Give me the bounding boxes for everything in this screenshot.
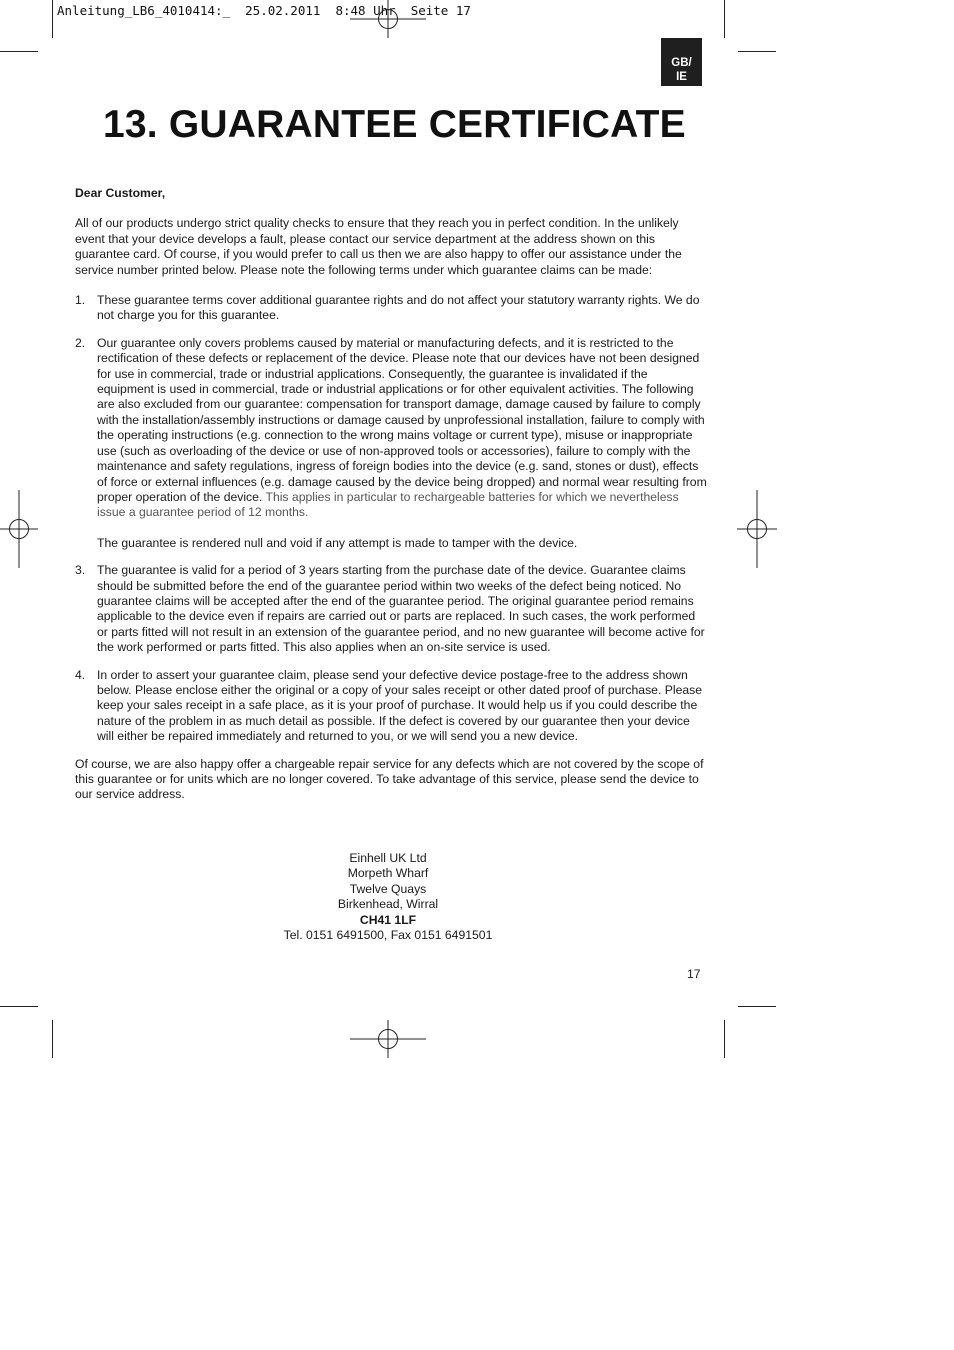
guarantee-body [75, 186, 707, 803]
list-item [75, 563, 707, 655]
registration-mark-left [0, 490, 40, 570]
page-number: 17 [687, 967, 701, 981]
address-line3: Birkenhead, Wirral [337, 897, 439, 912]
list-item [75, 668, 707, 745]
service-address [238, 851, 538, 943]
term-text-main: Our guarantee only covers problems caused by material or manufacturing defects, and it is restricted to the rectification of these defects or replacement of the device. Please note that our devices have not been designed for use in commercial, trade or industrial applications. Consequently, the guarantee is invalidated if the equipment is used in commercial, trade or industrial applications or for other equivalent activities. The following are also excluded from our guarantee: compensation for transport damage, damage caused by failure to comply with the installation/assembly instructions or damage caused by unprofessional installation, failure to comply with the operating instructions (e.g. connection to the wrong mains voltage or current type), misuse or inappropriate use (such as overloading of the device or use of non-approved tools or accessories), failure to comply with the maintenance and safety regulations, ingress of foreign bodies into the device (e.g. sand, stones or dust), effects of force or external influences (e.g. damage caused by the device being dropped) and normal wear resulting from proper operation of the device. [97, 335, 707, 504]
term-number: 1. [75, 293, 86, 308]
list-item [75, 336, 707, 551]
term-number: 2. [75, 335, 86, 350]
term-battery-note: This applies in particular to rechargeable batteries for which we nevertheless issue a guarantee period of 12 months. [97, 489, 679, 520]
registration-mark-right [737, 490, 777, 570]
term-number: 4. [75, 667, 86, 682]
language-tab-line1: GB/ [671, 57, 692, 69]
print-slug: Anleitung_LB6_4010414:_ 25.02.2011 8:48 Uhr Seite 17 [57, 3, 471, 18]
registration-mark-bottom [348, 1020, 428, 1060]
language-tab-line2: IE [676, 71, 687, 83]
address-phone: Tel. 0151 6491500, Fax 0151 6491501 [283, 928, 493, 943]
intro-paragraph: All of our products undergo strict quality checks to ensure that they reach you in perfect condition. In the unlikely event that your device develops a fault, please contact our service department at the address shown on this guarantee card. Of course, if you would prefer to call us then we are also happy to offer our assistance under the service number printed below. Please note the following terms under which guarantee claims can be made: [75, 216, 682, 277]
registration-mark-top [348, 0, 428, 40]
address-line2: Twelve Quays [349, 881, 427, 896]
term-text: These guarantee terms cover additional guarantee rights and do not affect your statutory warranty rights. We do not charge you for this guarantee. [97, 293, 700, 323]
language-tab [661, 38, 702, 86]
term-number: 3. [75, 563, 86, 578]
greeting: Dear Customer, [75, 186, 166, 200]
term-text [97, 336, 707, 521]
terms-list [75, 293, 707, 745]
page-title: 13. GUARANTEE CERTIFICATE [103, 103, 686, 146]
list-item [75, 293, 707, 324]
address-postcode: CH41 1LF [359, 912, 417, 927]
closing-paragraph: Of course, we are also happy offer a chargeable repair service for any defects which are not covered by the scope of this guarantee or for units which are no longer covered. To take advantage of this service, please send the device to our service address. [75, 756, 704, 802]
address-company: Einhell UK Ltd [349, 851, 427, 865]
term-text: In order to assert your guarantee claim, please send your defective device postage-free to the address shown below. Please enclose either the original or a copy of your sales receipt or other dated proof of purchase. Please keep your sales receipt in a safe place, as it is your proof of purchase. It would help us if you could describe the nature of the problem in as much detail as possible. If the defect is covered by our guarantee then your device will either be repaired immediately and returned to you, or we will send you a new device. [97, 667, 702, 744]
term-tamper-note: The guarantee is rendered null and void if any attempt is made to tamper with the device. [97, 535, 578, 550]
term-text: The guarantee is valid for a period of 3 years starting from the purchase date of the device. Guarantee claims should be submitted before the end of the guarantee period within two weeks of the defect being noticed. No guarantee claims will be accepted after the end of the guarantee period. The original guarantee period remains applicable to the device even if repairs are carried out or parts are replaced. In such cases, the work performed or parts fitted will not result in an extension of the guarantee period, and no new guarantee will become active for the work performed or parts fitted. This also applies when an on-site service is used. [97, 563, 705, 655]
address-line1: Morpeth Wharf [347, 866, 429, 881]
